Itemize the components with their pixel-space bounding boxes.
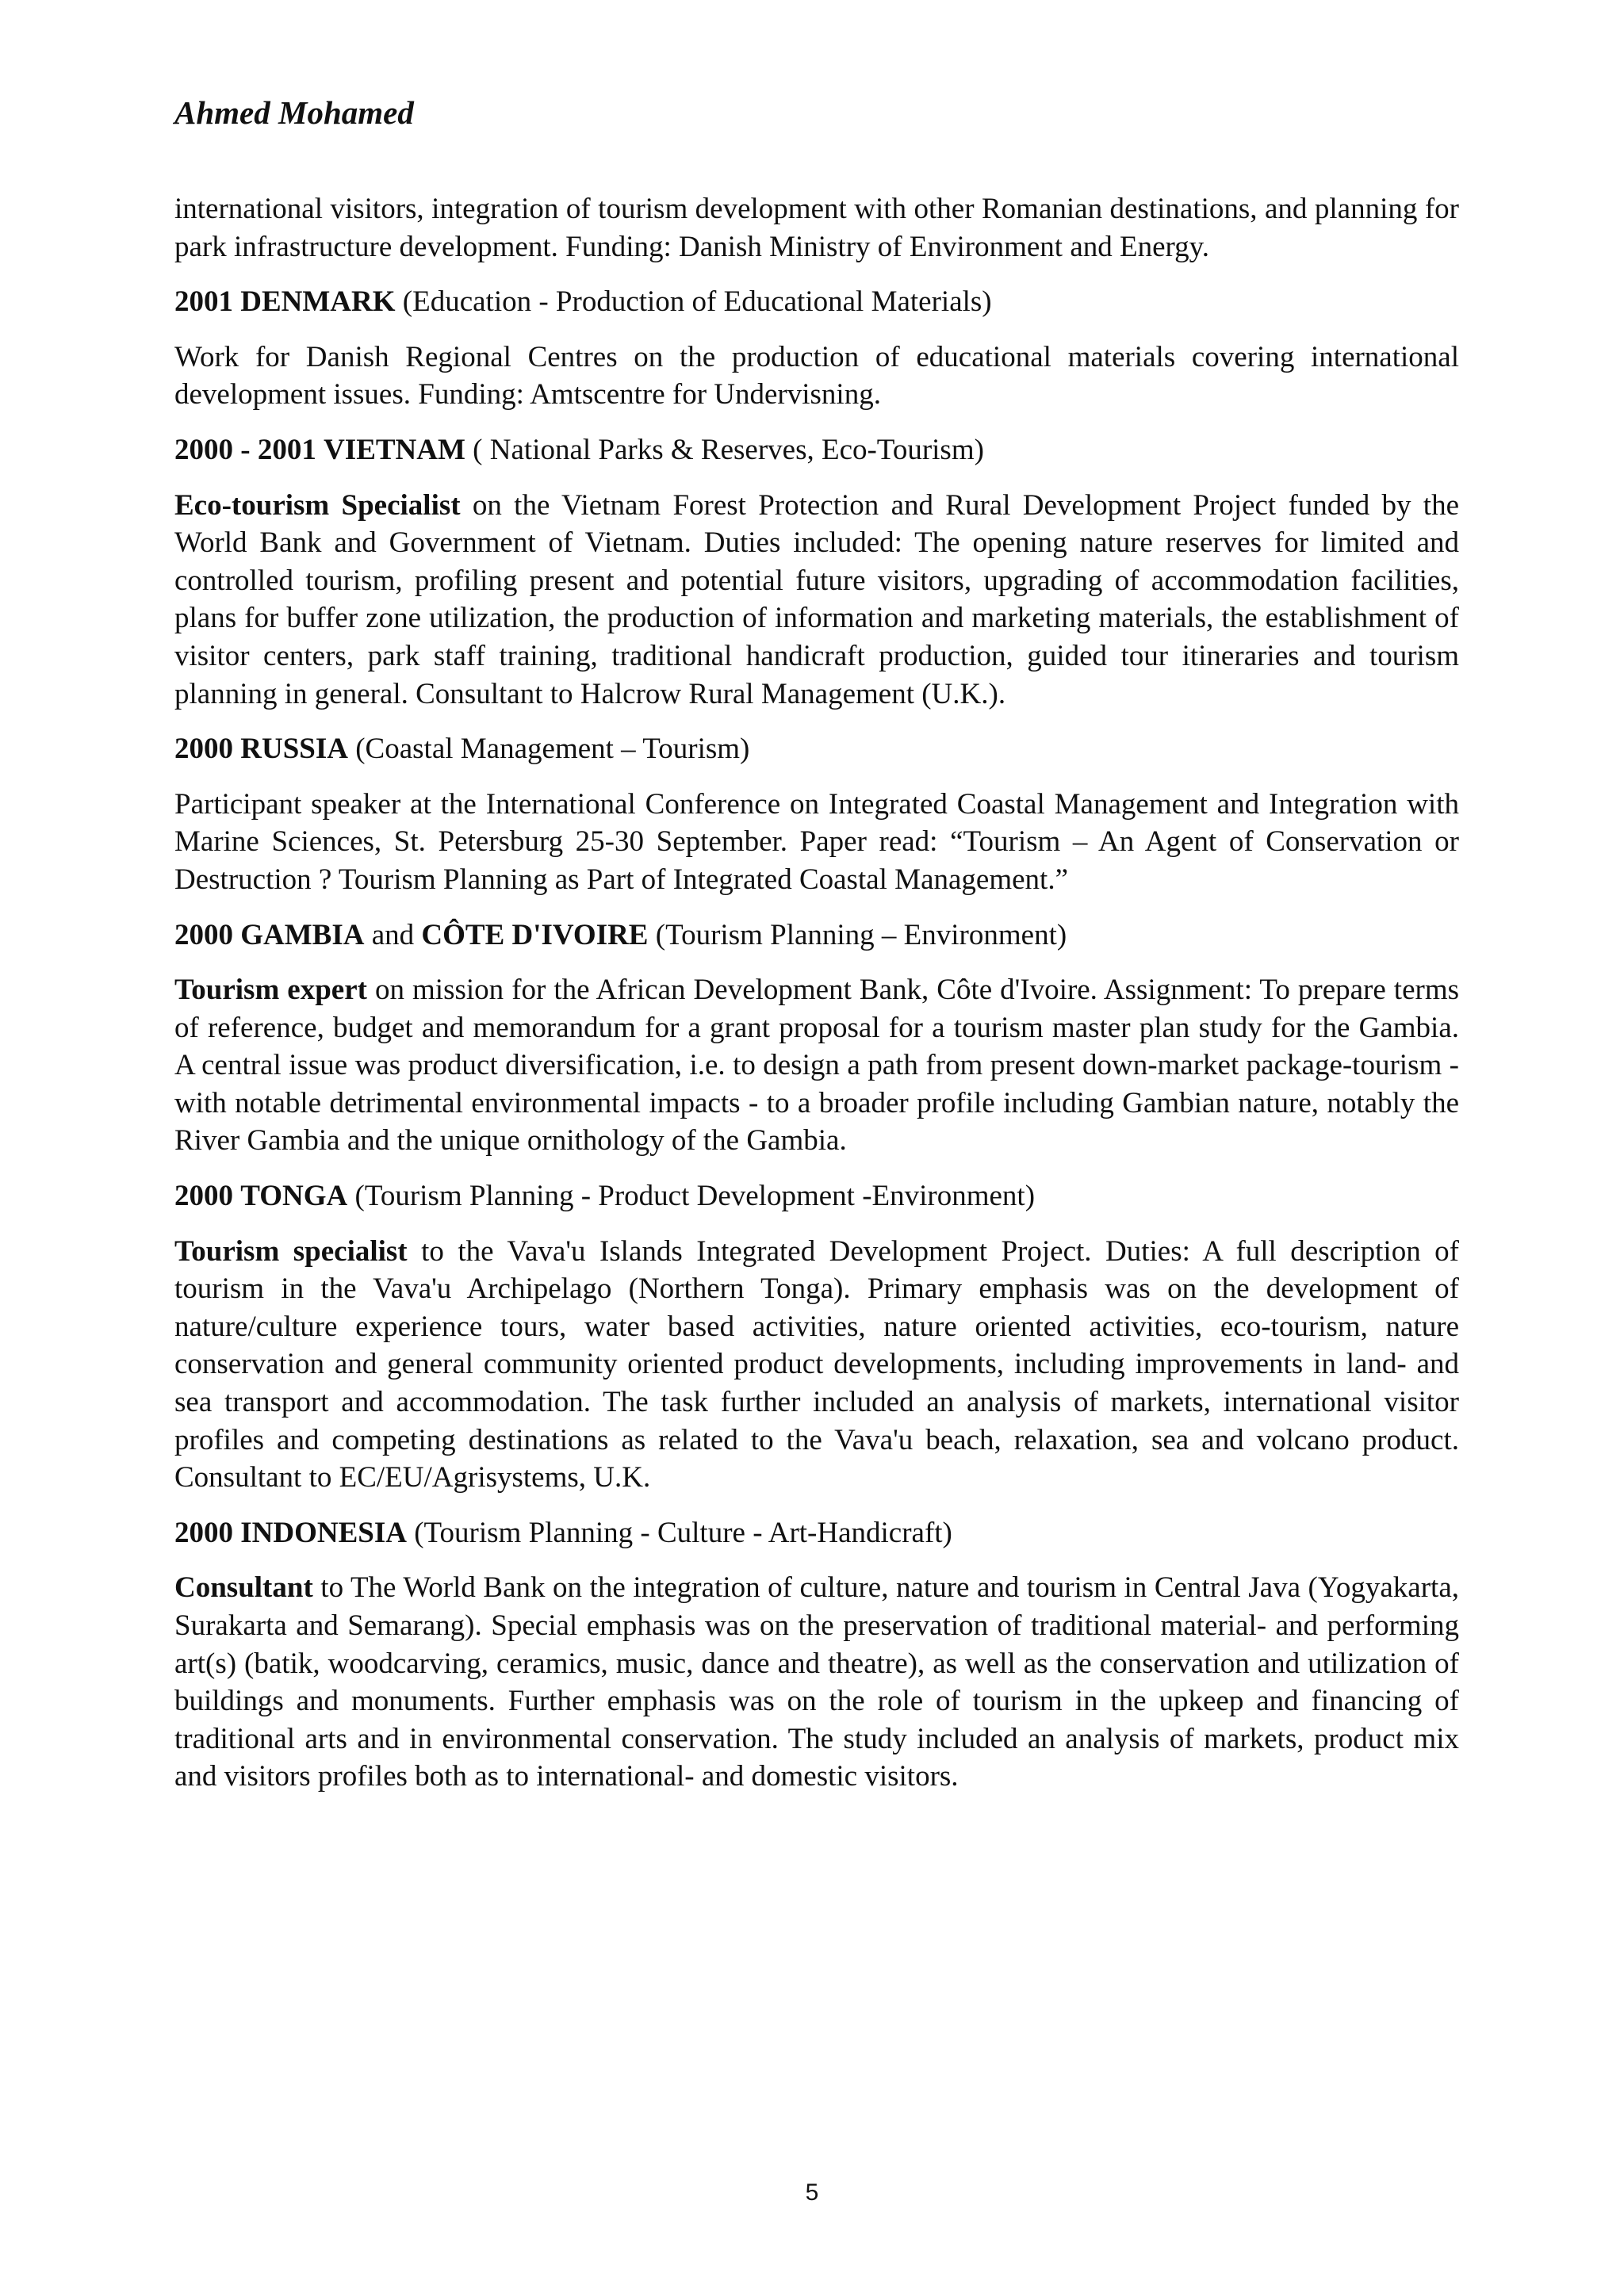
entry-text: on mission for the African Development Bank, Côte d'Ivoire. Assignment: To prepare terms of reference, budget and memorandum for a grant proposal for a tourism master plan study for the Gambia. A central issue was product diversification, i.e. to design a path from present down-market package-tourism - with notable detrimental environmental impacts - to a broader profile including Gambian nature, notably the River Gambia and the unique ornithology of the Gambia. xyxy=(174,974,1460,1158)
entry-year: 2001 xyxy=(174,285,233,319)
entry-heading-gambia xyxy=(174,916,1459,955)
entry-description-russia xyxy=(174,786,1459,899)
entry-heading-vietnam xyxy=(174,431,1459,469)
entry-description-vietnam xyxy=(174,487,1459,714)
entry-role: Consultant xyxy=(174,1571,313,1605)
intro-paragraph: international visitors, integration of tourism development with other Romanian destinations, and planning for park infrastructure development. Funding: Danish Ministry of Environment and Energy. xyxy=(174,193,1459,263)
entry-joiner: and xyxy=(371,918,415,951)
entry-country: DENMARK xyxy=(240,285,396,319)
entry-topic: (Education - Production of Educational Materials) xyxy=(402,285,992,319)
entry-text: to The World Bank on the integration of culture, nature and tourism in Central Java (Yogyakarta, Surakarta and Semarang). Special emphasis was on the preservation of traditional material- and performing art(s) (batik, woodcarving, ceramics, music, dance and theatre), as well as the conservation and utilization of buildings and monuments. Further emphasis was on the role of tourism in the upkeep and financing of traditional arts and in environmental conservation. The study included an analysis of markets, product mix and visitors profiles both as to international- and domestic visitors. xyxy=(174,1571,1459,1793)
entry-description-gambia xyxy=(174,971,1459,1160)
entry-role: Tourism expert xyxy=(174,974,367,1007)
entry-country-secondary: CÔTE D'IVOIRE xyxy=(421,918,649,951)
entry-description-denmark xyxy=(174,339,1459,414)
entry-year: 2000 xyxy=(174,1516,233,1549)
entry-description-indonesia xyxy=(174,1569,1459,1796)
page-header-name: Ahmed Mohamed xyxy=(174,94,414,131)
entry-year: 2000 xyxy=(174,1180,233,1213)
entry-topic: ( National Parks & Reserves, Eco-Tourism) xyxy=(473,433,984,466)
entry-year: 2000 - 2001 xyxy=(174,433,316,466)
entry-topic: (Tourism Planning - Culture - Art-Handicraft) xyxy=(414,1516,952,1549)
entry-heading-denmark xyxy=(174,283,1459,321)
entry-country: RUSSIA xyxy=(240,733,348,766)
entry-topic: (Tourism Planning – Environment) xyxy=(655,918,1067,951)
entry-topic: (Coastal Management – Tourism) xyxy=(355,733,750,766)
entry-role: Eco-tourism Specialist xyxy=(174,488,461,522)
entry-text: on the Vietnam Forest Protection and Rural Development Project funded by the World Bank and Government of Vietnam. Duties included: The opening nature reserves for limited and controlled tourism, profiling present and potential future visitors, upgrading of accommodation facilities, plans for buffer zone utilization, the production of information and marketing materials, the establishment of visitor centers, park staff training, traditional handicraft production, guided tour itineraries and tourism planning in general. Consultant to Halcrow Rural Management (U.K.). xyxy=(174,488,1459,710)
entry-year: 2000 xyxy=(174,733,233,766)
entry-heading-indonesia xyxy=(174,1514,1459,1552)
entry-text: to the Vava'u Islands Integrated Development Project. Duties: A full description of tourism in the Vava'u Archipelago (Northern Tonga). Primary emphasis was on the development of nature/culture experience tours, water based activities, nature oriented activities, eco-tourism, nature conservation and general community oriented product developments, including improvements in land- and sea transport and accommodation. The task further included an analysis of markets, international visitor profiles and competing destinations as related to the Vava'u beach, relaxation, sea and volcano product. Consultant to EC/EU/Agrisystems, U.K. xyxy=(174,1234,1459,1494)
document-body xyxy=(174,190,1459,1813)
entry-text: Work for Danish Regional Centres on the production of educational materials covering international development issues. Funding: Amtscentre for Undervisning. xyxy=(174,340,1459,411)
entry-country: TONGA xyxy=(240,1180,348,1213)
entry-country: VIETNAM xyxy=(324,433,465,466)
entry-text: Participant speaker at the International Conference on Integrated Coastal Management and Integration with Marine Sciences, St. Petersburg 25-30 September. Paper read: “Tourism – An Agent of Conservation or Destruction ? Tourism Planning as Part of Integrated Coastal Management.” xyxy=(174,787,1459,896)
entry-description-tonga xyxy=(174,1233,1459,1497)
entry-heading-tonga xyxy=(174,1177,1459,1215)
page-number: 5 xyxy=(805,2179,819,2206)
entry-country: INDONESIA xyxy=(240,1516,407,1549)
entry-year: 2000 xyxy=(174,918,233,951)
entry-role: Tourism specialist xyxy=(174,1234,408,1268)
entry-country: GAMBIA xyxy=(240,918,365,951)
entry-topic: (Tourism Planning - Product Development -Environment) xyxy=(354,1180,1036,1213)
entry-heading-russia xyxy=(174,730,1459,768)
